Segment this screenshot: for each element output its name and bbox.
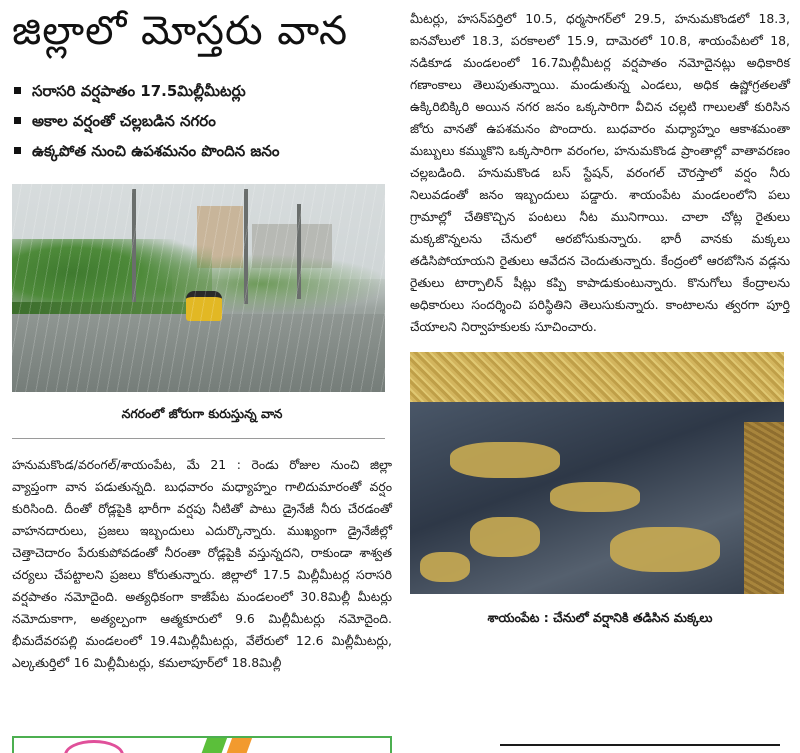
ad-stripe (201, 738, 227, 753)
photo-caption: నగరంలో జోరుగా కురుస్తున్న వాన (121, 406, 283, 421)
divider (12, 438, 385, 439)
advertisement-banner (12, 736, 392, 753)
next-article-rule (500, 744, 780, 753)
article-body-left: హనుమకొండ/వరంగల్/శాయంపేట, మే 21 : రెండు రోజుల నుంచి జిల్లా వ్యాప్తంగా వాన పడుతున్నది. బుధవారం మధ్యాహ్నం గాలిదుమారంతో వర్షం కురిసింది. దీంతో రోడ్లపైకి భారీగా వర్షపు నీటితో పాటు డ్రైనేజీ నీరు చేరడంతో వాహనదారులు, ప్రజలు ఇబ్బందులు ఎదుర్కొన్నారు. ముఖ్యంగా డ్రైనేజీల్లో చెత్తాచెదారం పేరుకుపోవడంతో నీరంతా రోడ్లపైకి వస్తున్నదని, రాకుండా శాశ్వత చర్యలు చేపట్టాలని ప్రజలు కోరుతున్నారు. జిల్లాలో 17.5 మిల్లీమీటర్ల సరాసరి వర్షపాతం నమోదైంది. అత్యధికంగా కాజీపేట మండలంలో 30.8మిల్లీ మీటర్లు నమోదుకాగా, అత్యల్పంగా ఆత్మకూరులో 9.6 మిల్లీమీటర్లు నమోదైంది. భీమదేవరపల్లి మండలంలో 19.4మిల్లీమీటర్లు, వేలేరులో 12.6 మిల్లీమీటర్లు, ఎల్కతుర్తిలో 16 మిల్లీమీటర్లు, కమలాపూర్‌లో 18.8మిల్లీ (12, 457, 392, 670)
highlights-list (12, 82, 392, 172)
photo-grain-patch (450, 442, 560, 478)
ad-logo-shape (64, 740, 124, 753)
highlight-item: అకాల వర్షంతో చల్లబడిన నగరం (12, 112, 392, 142)
highlight-item: ఉక్కపోత నుంచి ఉపశమనం పొందిన జనం (12, 142, 392, 172)
photo-grain-patch (420, 552, 470, 582)
photo-caption: శాయంపేట : చేనులో వర్షానికి తడిసిన మక్కలు (487, 610, 713, 625)
photo-rain-overlay (12, 184, 385, 392)
photo-grain-patch (610, 527, 720, 572)
photo-grain-patch (550, 482, 640, 512)
photo-grain-patch (470, 517, 540, 557)
left-column (12, 8, 392, 674)
ad-stripe (226, 738, 252, 753)
headline: జిల్లాలో మోస్తరు వాన (12, 8, 349, 54)
photo-maize-edge (744, 422, 784, 594)
rain-street-photo (12, 184, 385, 392)
article-body-right: మీటర్లు, హసన్‌పర్తిలో 10.5, ధర్మసాగర్‌లో 29.5, హనుమకొండలో 18.3, ఐనవోలులో 18.3, పరకాలలో 15.9, దామెరలో 10.8, శాయంపేటలో 18, నడికూడ మండలంలో 16.7మిల్లీమీటర్ల వర్షపాతం నమోదైనట్లు అధికారిక గణాంకాలు తెలుపుతున్నాయి. మండుతున్న ఎండలు, అధిక ఉష్ణోగ్రతలతో ఉక్కిరిబిక్కిరి అయిన నగర జనం ఒక్కసారిగా వీచిన చల్లటి గాలులతో కురిసిన జోరు వానతో ఉపశమనం పొందారు. బుధవారం మధ్యాహ్నం ఆకాశమంతా మబ్బులు కమ్ముకొని ఒక్కసారిగా వరంగల, హనుమకొండ ప్రాంతాల్లో వాతావరణం చల్లబడింది. హనుమకొండ బస్ స్టేషన్, వరంగల్ చౌరస్తాలో వర్షం నీరు నిలువడంతో జనం ఇబ్బందులు పడ్డారు. శాయంపేట మండలంలోని పలు గ్రామాల్లో చేతికొచ్చిన పంటలు నీట మునిగాయి. చాలా చోట్ల రైతులు మక్కజొన్నలను చేనులో ఆరబోసుకున్నారు. భారీ వానకు మక్కలు తడిసిపోయాయని రైతులు ఆవేదన చెందుతున్నారు. కేంద్రంలో ఆరబోసిన వడ్లను రైతులు టార్పాలిన్ షీట్లు కప్పి కాపాడుకుంటున్నారు. కొనుగోలు కేంద్రాలను అధికారులు సందర్శించి పరిస్థితిని తెలుసుకున్నారు. కాంటాలను త్వరగా పూర్తి చేయాలని నిర్వాహకులకు సూచించారు. (410, 11, 790, 334)
wet-maize-photo (410, 352, 784, 594)
right-column (410, 8, 790, 626)
highlight-item: సరాసరి వర్షపాతం 17.5మిల్లీమీటర్లు (12, 82, 392, 112)
